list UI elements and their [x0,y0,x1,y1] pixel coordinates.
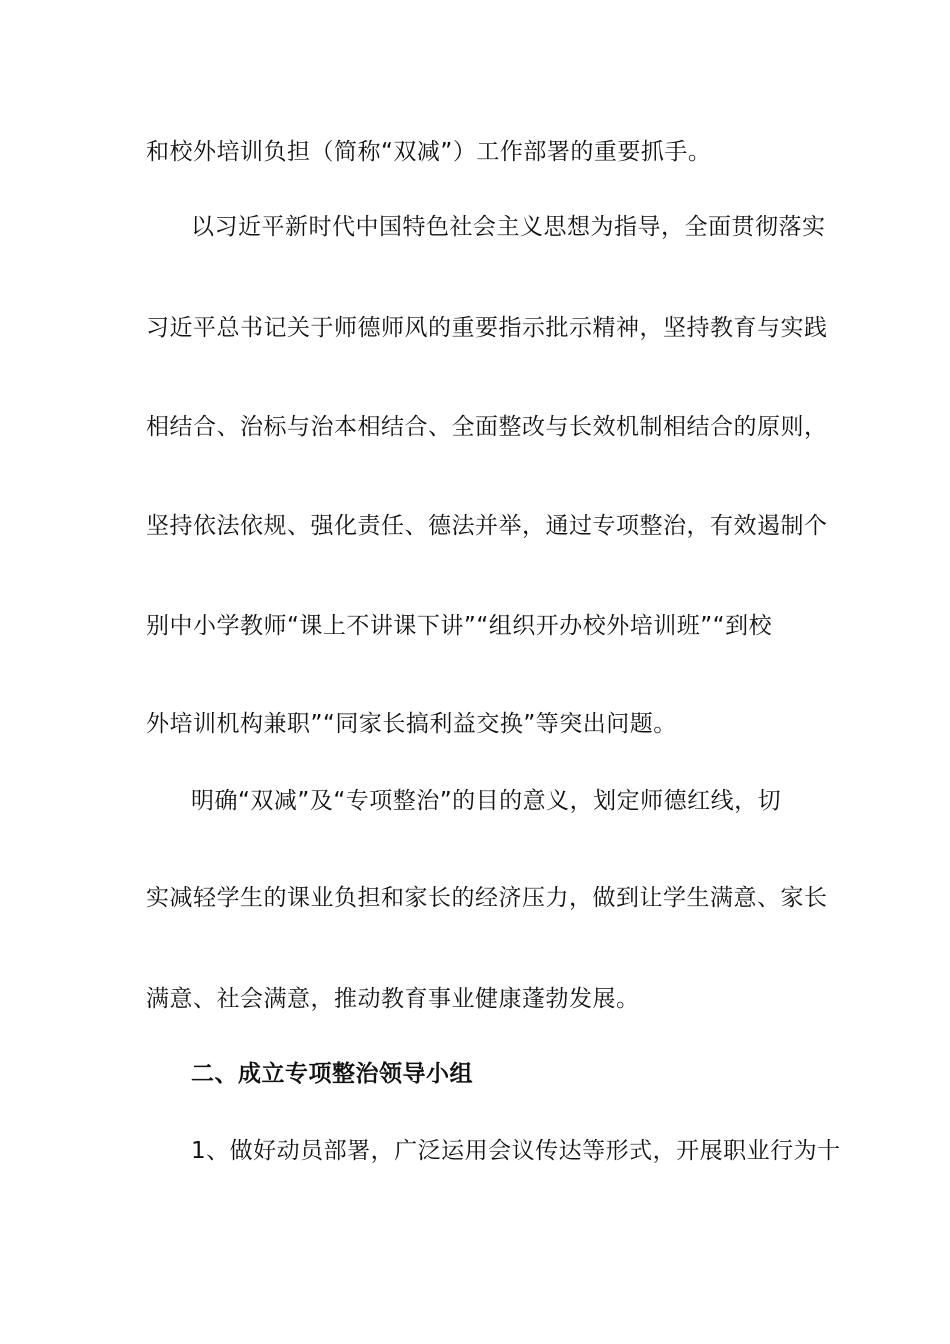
paragraph-line: 1、做好动员部署，广泛运用会议传达等形式，开展职业行为十 [191,1138,841,1164]
paragraph-line: 外培训机构兼职”“同家长搞利益交换”等突出问题。 [146,711,677,737]
paragraph-line: 别中小学教师“课上不讲课下讲”“组织开办校外培训班”“到校 [146,613,773,639]
paragraph-line: 相结合、治标与治本相结合、全面整改与长效机制相结合的原则， [146,414,828,440]
section-heading: 二、成立专项整治领导小组 [191,1061,473,1087]
paragraph-line: 坚持依法依规、强化责任、德法并举，通过专项整治，有效遏制个 [146,513,828,539]
paragraph-line: 习近平总书记关于师德师风的重要指示批示精神，坚持教育与实践 [146,315,828,341]
paragraph-line: 明确“双减”及“专项整治”的目的意义，划定师德红线，切 [191,788,782,814]
paragraph-line: 以习近平新时代中国特色社会主义思想为指导，全面贯彻落实 [191,214,826,240]
paragraph-line: 满意、社会满意，推动教育事业健康蓬勃发展。 [146,986,640,1012]
paragraph-line: 和校外培训负担（简称“双减”）工作部署的重要抓手。 [146,139,712,165]
paragraph-line: 实减轻学生的课业负担和家长的经济压力，做到让学生满意、家长 [146,885,828,911]
